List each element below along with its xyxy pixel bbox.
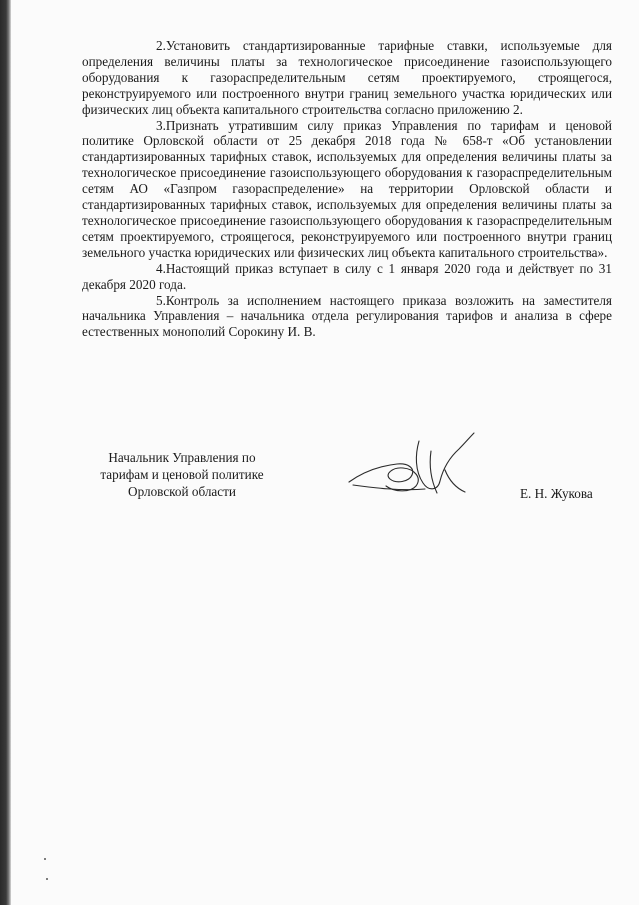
signatory-title: [82, 449, 282, 500]
paragraph-4: [82, 261, 612, 293]
paragraph-3: [82, 118, 612, 261]
paragraph-2: [82, 38, 612, 118]
scan-speck: [46, 878, 48, 880]
signatory-title-line: тарифам и ценовой политике: [100, 467, 264, 482]
paragraph-text: Установить стандартизированные тарифные ставки, используемые для определения величины платы за технологическое присоединение газоиспользующего оборудования к газораспределительным сетям проектируемого, строящегося, реконструируемого или построенного внутри границ земельного участка юридических или физических лиц объекта капитального строительства согласно приложению 2.: [82, 38, 612, 117]
paragraph-number: 4.: [156, 260, 166, 276]
paragraph-5: [82, 293, 612, 341]
paragraph-text: Контроль за исполнением настоящего приказа возложить на заместителя начальника Управления – начальника отдела регулирования тарифов и анализа в сфере естественных монополий Сорокину И. В.: [82, 292, 612, 340]
paragraph-text: Признать утратившим силу приказ Управления по тарифам и ценовой политике Орловской области от 25 декабря 2018 года № 658-т «Об установлении стандартизированных тарифных ставок, используемых для определения величины платы за технологическое присоединение газоиспользующего оборудования к газораспределительным сетям АО «Газпром газораспределение» на территории Орловской области и стандартизированных тарифных ставок, используемых для определения величины платы за технологическое присоединение газоиспользующего оборудования к газораспределительным сетям проектируемого, строящегося, реконструируемого или построенного внутри границ земельного участка юридических или физических лиц объекта капитального строительства».: [82, 117, 612, 260]
scan-speck: [44, 858, 46, 860]
order-body: [82, 38, 612, 340]
paragraph-text: Настоящий приказ вступает в силу с 1 января 2020 года и действует по 31 декабря 2020 года.: [82, 260, 612, 292]
scan-shadow-edge: [0, 0, 11, 905]
signatory-title-line: Начальник Управления по: [108, 450, 256, 465]
paragraph-number: 5.: [156, 292, 166, 308]
handwritten-signature: [345, 425, 485, 503]
signatory-title-line: Орловской области: [128, 484, 236, 499]
paragraph-number: 3.: [156, 117, 166, 133]
paragraph-number: 2.: [156, 38, 166, 53]
signatory-name: Е. Н. Жукова: [520, 486, 593, 501]
